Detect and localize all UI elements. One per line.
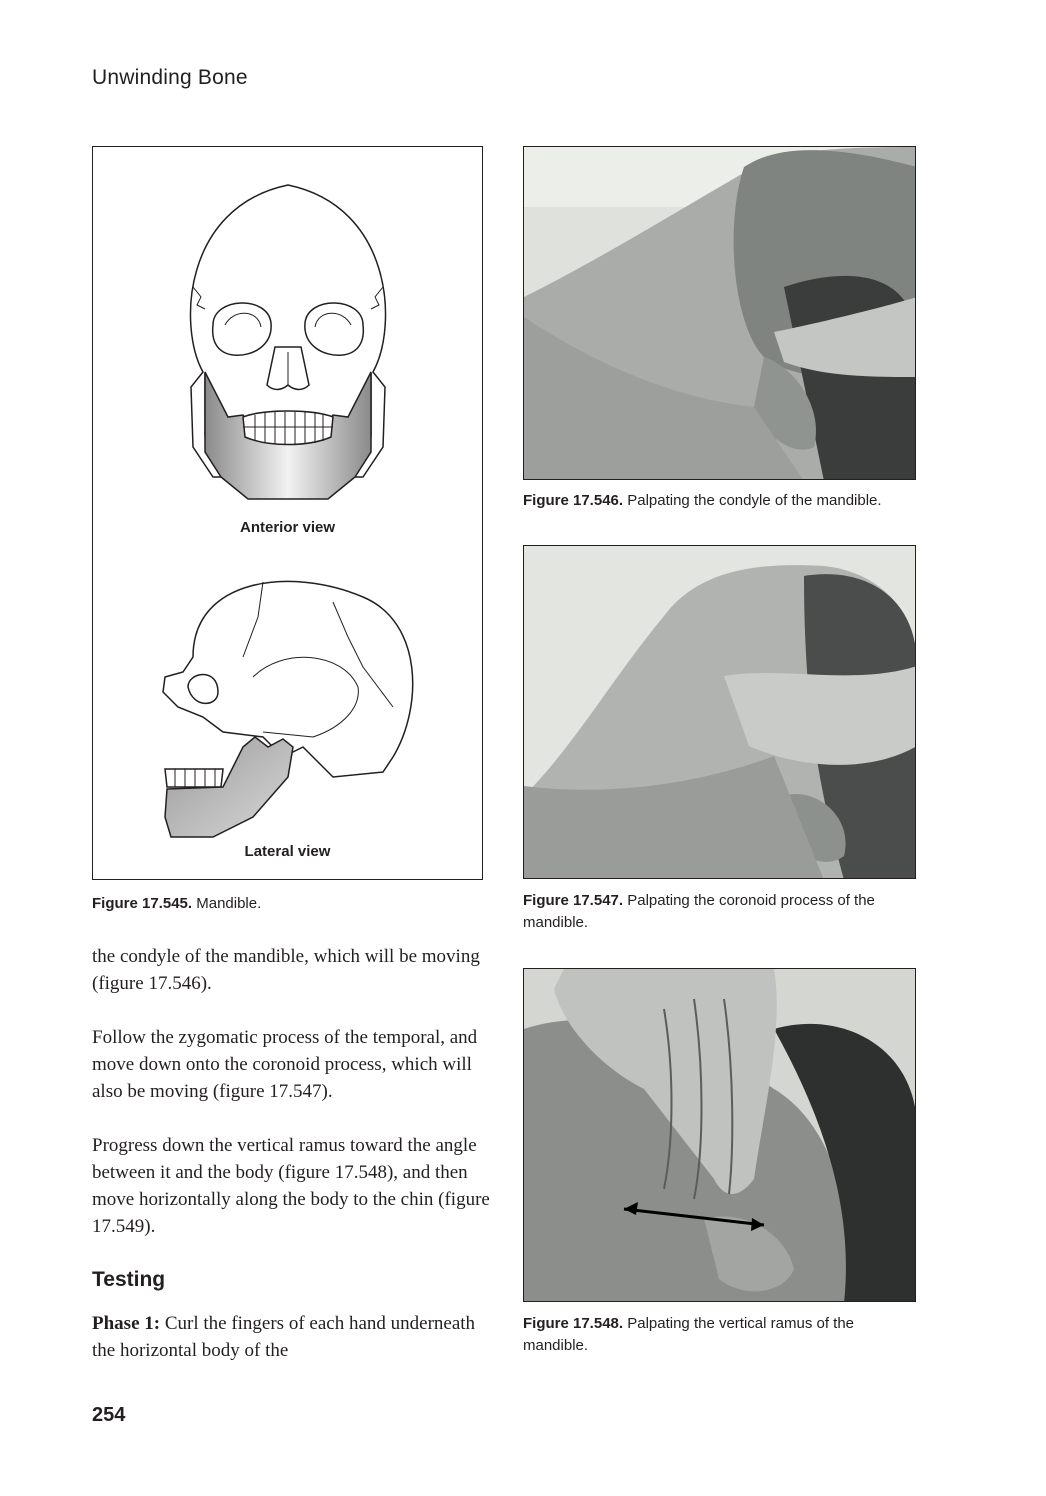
caption-text: Palpating the condyle of the mandible. [623, 492, 882, 509]
figure-545-caption [92, 893, 261, 915]
phase-text: Curl the fingers of each hand underneath the horizontal body of the [92, 1313, 476, 1361]
figure-mandible-illustration [92, 146, 483, 880]
figure-548-caption [523, 1313, 903, 1357]
skull-illustrations [93, 147, 484, 881]
body-paragraph-1 [92, 943, 492, 997]
section-heading: Testing [92, 1268, 166, 1291]
paragraph-text: Progress down the vertical ramus toward the angle between it and the body (figure 17.548), and then move horizontally along the body to the chin (figure 17.549). [92, 1135, 490, 1237]
paragraph-text: the condyle of the mandible, which will be moving (figure 17.546). [92, 946, 480, 994]
body-paragraph-3 [92, 1132, 492, 1240]
phase-label: Phase 1: [92, 1313, 161, 1334]
caption-text: Mandible. [192, 895, 262, 912]
figure-547-photo [523, 545, 916, 879]
page-number: 254 [92, 1404, 126, 1426]
figure-546-photo [523, 146, 916, 480]
running-head: Unwinding Bone [92, 66, 248, 89]
caption-number: Figure 17.548. [523, 1315, 624, 1332]
photo-coronoid-palpation [524, 546, 916, 879]
photo-ramus-palpation [524, 969, 916, 1302]
lateral-view-label: Lateral view [244, 843, 331, 860]
photo-condyle-palpation [524, 147, 916, 480]
figure-548-photo [523, 968, 916, 1302]
caption-number: Figure 17.546. [523, 492, 624, 509]
caption-number: Figure 17.547. [523, 892, 624, 909]
paragraph-text: Follow the zygomatic process of the temporal, and move down onto the coronoid process, which will also be moving (figure 17.547). [92, 1027, 478, 1102]
figure-546-caption [523, 490, 882, 512]
caption-number: Figure 17.545. [92, 895, 193, 912]
anterior-view-label: Anterior view [239, 519, 336, 536]
figure-547-caption [523, 890, 903, 934]
body-paragraph-2 [92, 1024, 492, 1105]
caption-text: Palpating the coronoid process of the mandible. [523, 892, 875, 931]
phase-1-paragraph [92, 1310, 492, 1364]
caption-text: Palpating the vertical ramus of the mandible. [523, 1315, 855, 1354]
